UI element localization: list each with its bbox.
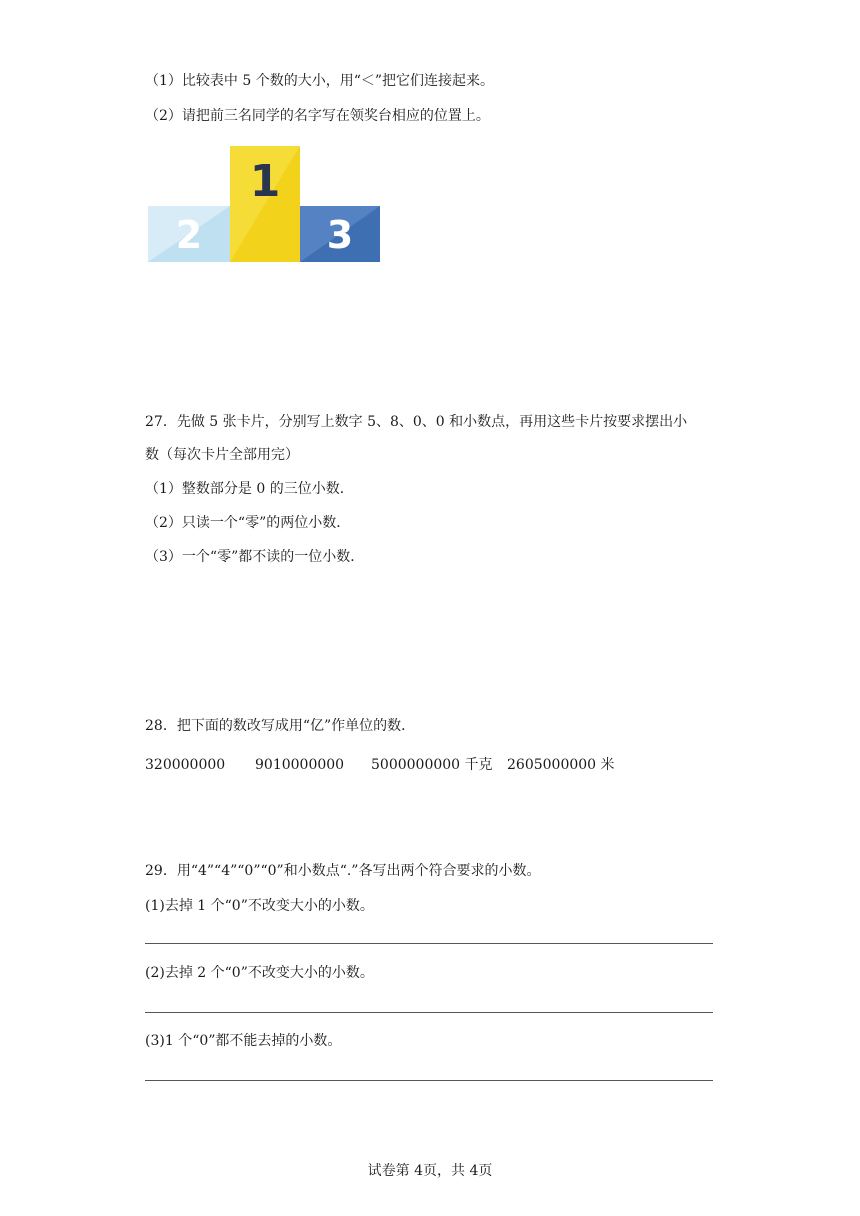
- q28-number: 9010000000: [255, 757, 345, 773]
- podium-first-number: 1: [249, 156, 281, 207]
- q27-part2: （2）只读一个“零”的两位小数．: [145, 515, 351, 531]
- podium-third-number: 3: [326, 213, 354, 257]
- q28-title: 28．把下面的数改写成用“亿”作单位的数．: [145, 718, 416, 734]
- answer-line[interactable]: [145, 943, 713, 944]
- podium-second-number: 2: [175, 213, 203, 257]
- page-footer: 试卷第 4页，共 4页: [367, 1163, 493, 1179]
- q27-line1: 27．先做 5 张卡片，分别写上数字 5、8、0、0 和小数点，再用这些卡片按要求摆出小: [145, 414, 688, 430]
- q27-line2: 数（每次卡片全部用完）: [145, 447, 299, 463]
- podium-image: [148, 146, 382, 264]
- answer-line[interactable]: [145, 1012, 713, 1013]
- q28-number: 320000000: [145, 757, 226, 773]
- q28-number-row: [145, 755, 745, 775]
- q29-part3: (3)1 个“0”都不能去掉的小数。: [145, 1033, 342, 1049]
- q27-part3: （3）一个“零”都不读的一位小数．: [145, 549, 365, 565]
- q26-part2: （2）请把前三名同学的名字写在领奖台相应的位置上。: [145, 108, 490, 124]
- q28-number: 5000000000 千克: [371, 757, 493, 773]
- q28-number: 2605000000 米: [507, 757, 615, 773]
- q26-part1: （1）比较表中 5 个数的大小，用“＜”把它们连接起来。: [145, 73, 495, 89]
- q29-title: 29．用“4”“4”“0”“0”和小数点“.”各写出两个符合要求的小数。: [145, 863, 541, 879]
- answer-line[interactable]: [145, 1080, 713, 1081]
- q29-part1: (1)去掉 1 个“0”不改变大小的小数。: [145, 898, 374, 914]
- q27-part1: （1）整数部分是 0 的三位小数．: [145, 481, 354, 497]
- q29-part2: (2)去掉 2 个“0”不改变大小的小数。: [145, 965, 374, 981]
